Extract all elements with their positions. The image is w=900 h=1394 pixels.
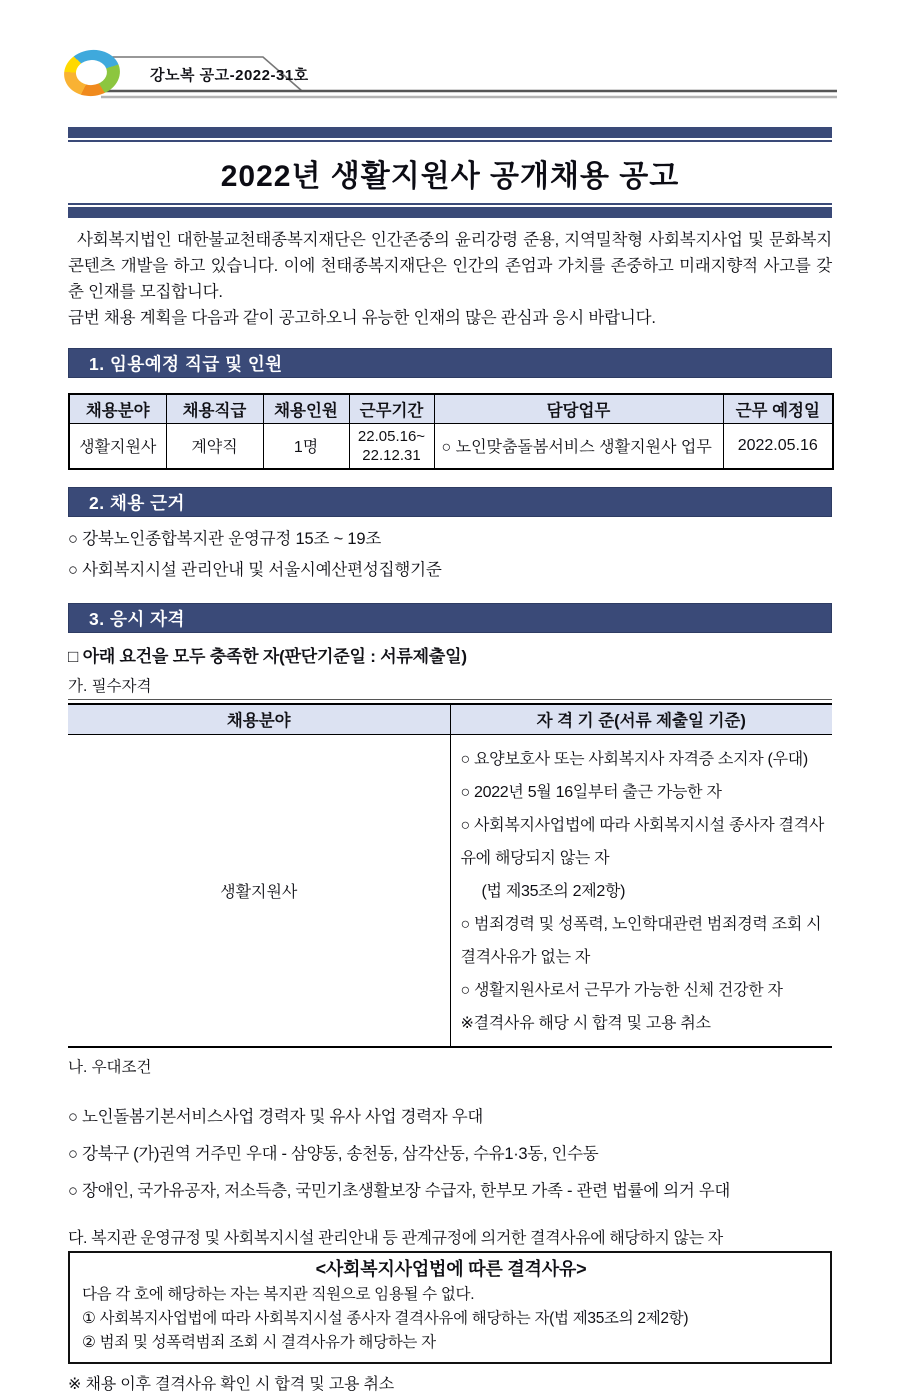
- basis-list: [68, 524, 832, 586]
- qualification-table-row: [68, 734, 832, 1047]
- recruitment-table-row: [69, 423, 833, 469]
- qualification-item: ○ 요양보호사 또는 사회복지사 자격증 소지자 (우대): [460, 750, 808, 768]
- sub-label-b: 나. 우대조건: [68, 1058, 152, 1076]
- footer-note: ※ 채용 이후 결격사유 확인 시 합격 및 고용 취소: [68, 1375, 395, 1393]
- requirement-note: □ 아래 요건을 모두 충족한 자(판단기준일 : 서류제출일): [68, 647, 467, 666]
- qual-cell-field: 생활지원사: [68, 734, 450, 1047]
- recruitment-table-header-row: [69, 394, 833, 423]
- cell-period-line2: 22.12.31: [362, 446, 421, 464]
- qualification-item: ○ 2022년 5월 16일부터 출근 가능한 자: [460, 783, 722, 801]
- col-header-grade: 채용직급: [166, 394, 263, 423]
- basis-item: ○ 강북노인종합복지관 운영규정 15조 ~ 19조: [68, 530, 382, 548]
- recruitment-table: [68, 393, 834, 470]
- sub-label-a: 가. 필수자격: [68, 674, 832, 700]
- header-tab-rule: [0, 0, 900, 112]
- disqualification-line: ② 범죄 및 성폭력범죄 조회 시 결격사유가 해당하는 자: [82, 1333, 436, 1351]
- section2-heading: 2. 채용 근거: [68, 487, 832, 517]
- qual-cell-criteria: [450, 734, 832, 1047]
- intro-paragraphs: [68, 227, 832, 331]
- qualification-table-header-row: [68, 704, 832, 734]
- section3-heading: 3. 응시 자격: [68, 603, 832, 633]
- qualification-table: [68, 703, 832, 1048]
- disqualification-line: 다음 각 호에 해당하는 자는 복지관 직원으로 임용될 수 없다.: [82, 1285, 475, 1303]
- qualification-item: ○ 사회복지사업법에 따라 사회복지시설 종사자 결격사유에 해당되지 않는 자: [460, 816, 825, 867]
- cell-count: 1명: [263, 423, 349, 469]
- qual-col-header-criteria: 자 격 기 준(서류 제출일 기준): [450, 704, 832, 734]
- preference-list: [68, 1099, 832, 1210]
- preference-item: ○ 노인돌봄기본서비스사업 경력자 및 유사 사업 경력자 우대: [68, 1107, 483, 1126]
- document-header: [0, 0, 900, 112]
- section1-heading: 1. 임용예정 직급 및 인원: [68, 348, 832, 378]
- qualification-item: ○ 생활지원사로서 근무가 가능한 신체 건강한 자: [460, 981, 783, 999]
- cell-grade: 계약직: [166, 423, 263, 469]
- banner-rule-bottom: [68, 203, 832, 218]
- cell-field: 생활지원사: [69, 423, 166, 469]
- page-title: 2022년 생활지원사 공개채용 공고: [220, 160, 680, 193]
- col-header-field: 채용분야: [69, 394, 166, 423]
- cell-period: [349, 423, 434, 469]
- disqualification-box: [68, 1251, 832, 1364]
- qualification-item: ○ 범죄경력 및 성폭력, 노인학대관련 범죄경력 조회 시 결격사유가 없는 자: [460, 915, 822, 966]
- intro-paragraph-1: 사회복지법인 대한불교천태종복지재단은 인간존중의 윤리강령 준용, 지역밀착형 사회복지사업 및 문화복지 콘텐츠 개발을 하고 있습니다. 이에 천태종복지재단은 인간의 존엄과 가치를 존중하고 미래지향적 사고를 갖춘 인재를 모집합니다.: [68, 231, 832, 301]
- cell-start-date: 2022.05.16: [723, 423, 833, 469]
- col-header-count: 채용인원: [263, 394, 349, 423]
- qualification-item-continuation: (법 제35조의 2제2항): [481, 882, 626, 900]
- qualification-warning: ※결격사유 해당 시 합격 및 고용 취소: [460, 1014, 711, 1032]
- title-banner: [68, 127, 832, 218]
- qual-col-header-field: 채용분야: [68, 704, 450, 734]
- disqualification-line: ① 사회복지사업법에 따라 사회복지시설 종사자 결격사유에 해당하는 자(법 제35조의 2제2항): [82, 1309, 689, 1327]
- banner-rule-top: [68, 127, 832, 142]
- col-header-start-date: 근무 예정일: [723, 394, 833, 423]
- preference-item: ○ 강북구 (가)권역 거주민 우대 - 삼양동, 송천동, 삼각산동, 수유1·3동, 인수동: [68, 1144, 599, 1163]
- preference-item: ○ 장애인, 국가유공자, 저소득층, 국민기초생활보장 수급자, 한부모 가족 - 관련 법률에 의거 우대: [68, 1181, 731, 1200]
- col-header-period: 근무기간: [349, 394, 434, 423]
- intro-paragraph-2: 금번 채용 계획을 다음과 같이 공고하오니 유능한 인재의 많은 관심과 응시 바랍니다.: [68, 309, 656, 327]
- sub-label-c: 다. 복지관 운영규정 및 사회복지시설 관리안내 등 관계규정에 의거한 결격사유에 해당하지 않는 자: [68, 1229, 723, 1247]
- basis-item: ○ 사회복지시설 관리안내 및 서울시예산편성집행기준: [68, 561, 442, 579]
- cell-duty: ○ 노인맞춤돌봄서비스 생활지원사 업무: [434, 423, 723, 469]
- col-header-duty: 담당업무: [434, 394, 723, 423]
- cell-period-line1: 22.05.16~: [357, 427, 426, 445]
- disqualification-box-title: <사회복지사업법에 따른 결격사유>: [315, 1258, 587, 1279]
- notice-number: 강노복 공고-2022-31호: [150, 67, 309, 84]
